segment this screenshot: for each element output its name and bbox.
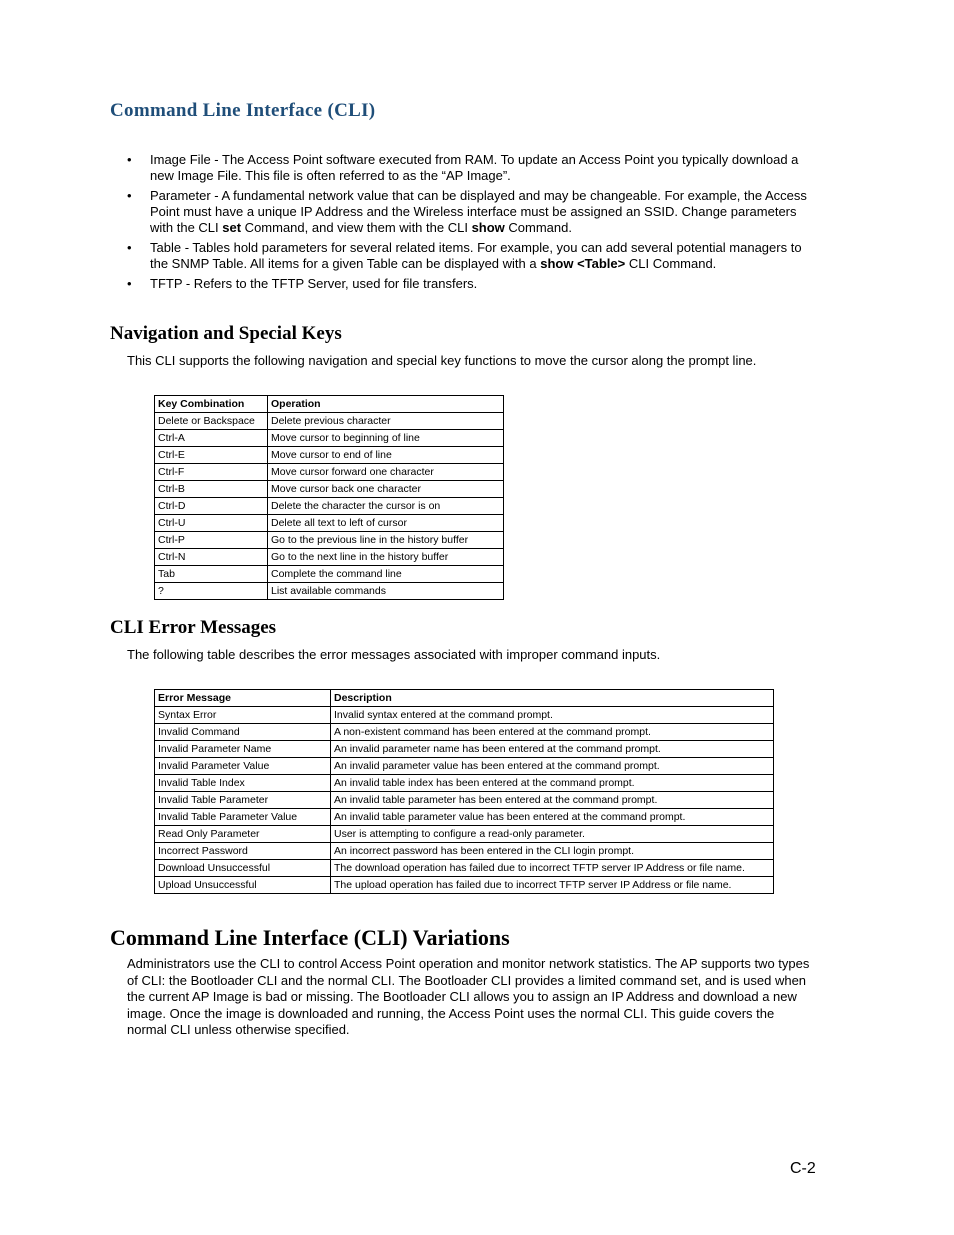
nav-cell-value: Go to the next line in the history buffer [268, 549, 504, 566]
nav-cell-key: Tab [155, 566, 268, 583]
nav-row [155, 430, 504, 447]
errors-cell-key: Read Only Parameter [155, 826, 331, 843]
nav-row [155, 498, 504, 515]
nav-row [155, 447, 504, 464]
errors-row [155, 826, 774, 843]
errors-row [155, 741, 774, 758]
errors-row [155, 775, 774, 792]
errors-cell-value: An invalid parameter name has been entered at the command prompt. [331, 741, 774, 758]
nav-cell-value: Move cursor to beginning of line [268, 430, 504, 447]
errors-row [155, 877, 774, 894]
errors-cell-key: Invalid Parameter Name [155, 741, 331, 758]
errors-row [155, 707, 774, 724]
nav-col-operation: Operation [268, 396, 504, 413]
errors-cell-value: The upload operation has failed due to incorrect TFTP server IP Address or file name. [331, 877, 774, 894]
bullet-item [127, 152, 817, 184]
nav-cell-key: Ctrl-B [155, 481, 268, 498]
bullet-text: Table - Tables hold parameters for several related items. For example, you can add several potential managers to the SNMP Table. All items for a given Table can be displayed with a [150, 240, 802, 271]
nav-cell-value: Delete all text to left of cursor [268, 515, 504, 532]
errors-row [155, 843, 774, 860]
errors-cell-value: Invalid syntax entered at the command prompt. [331, 707, 774, 724]
nav-cell-value: Delete previous character [268, 413, 504, 430]
nav-cell-key: Delete or Backspace [155, 413, 268, 430]
nav-cell-key: Ctrl-U [155, 515, 268, 532]
errors-cell-key: Invalid Table Parameter [155, 792, 331, 809]
errors-row [155, 860, 774, 877]
bullet-item [127, 188, 817, 236]
nav-row [155, 566, 504, 583]
errors-cell-value: A non-existent command has been entered at the command prompt. [331, 724, 774, 741]
bullet-bold-text: set [222, 220, 242, 235]
nav-cell-key: Ctrl-A [155, 430, 268, 447]
bullet-bold-text: show [471, 220, 505, 235]
nav-cell-value: Move cursor forward one character [268, 464, 504, 481]
variations-paragraph: Administrators use the CLI to control Access Point operation and monitor network statistics. The AP supports two types of CLI: the Bootloader CLI and the normal CLI. The Bootloader CLI provides a limited command set, and is used when the current AP Image is bad or missing. The Bootloader CLI allows you to assign an IP Address and download a new image. Once the image is downloaded and running, the Access Point uses the normal CLI. This guide covers the normal CLI unless otherwise specified. [127, 956, 810, 1037]
bullet-item [127, 240, 817, 272]
errors-cell-key: Upload Unsuccessful [155, 877, 331, 894]
errors-heading: CLI Error Messages [110, 617, 277, 638]
nav-cell-key: Ctrl-F [155, 464, 268, 481]
bullet-text: Parameter - A fundamental network value that can be displayed and may be changeable. For example, the Access Point must have a unique IP Address and the Wireless interface must be assigned an SSID. Change parameters with the CLI [150, 188, 807, 235]
bullet-bold-text: show <Table> [540, 256, 626, 271]
errors-cell-value: The download operation has failed due to incorrect TFTP server IP Address or file name. [331, 860, 774, 877]
errors-cell-key: Invalid Table Parameter Value [155, 809, 331, 826]
nav-row [155, 464, 504, 481]
nav-keys-table [154, 395, 504, 600]
bullet-text: Image File - The Access Point software executed from RAM. To update an Access Point you typically download a new Image File. This file is often referred to as the “AP Image”. [150, 152, 799, 183]
errors-cell-value: An invalid parameter value has been entered at the command prompt. [331, 758, 774, 775]
nav-row [155, 481, 504, 498]
errors-cell-key: Incorrect Password [155, 843, 331, 860]
nav-row [155, 515, 504, 532]
nav-col-key: Key Combination [155, 396, 268, 413]
errors-table [154, 689, 774, 894]
errors-col-description: Description [331, 690, 774, 707]
bullet-item [127, 276, 817, 292]
errors-cell-key: Invalid Table Index [155, 775, 331, 792]
bullet-icon: • [127, 188, 132, 203]
nav-cell-value: Go to the previous line in the history buffer [268, 532, 504, 549]
nav-row [155, 583, 504, 600]
errors-cell-key: Syntax Error [155, 707, 331, 724]
bullet-text: Command. [504, 220, 572, 235]
variations-heading: Command Line Interface (CLI) Variations [110, 925, 510, 950]
bullet-icon: • [127, 276, 132, 291]
bullet-text: Command, and view them with the CLI [241, 220, 472, 235]
errors-row [155, 809, 774, 826]
definition-list [127, 152, 817, 296]
bullet-text: CLI Command. [625, 256, 717, 271]
nav-cell-key: Ctrl-N [155, 549, 268, 566]
bullet-text: TFTP - Refers to the TFTP Server, used for file transfers. [150, 276, 478, 291]
nav-row [155, 549, 504, 566]
errors-col-message: Error Message [155, 690, 331, 707]
errors-cell-key: Invalid Parameter Value [155, 758, 331, 775]
errors-row [155, 758, 774, 775]
nav-row [155, 532, 504, 549]
errors-intro: The following table describes the error messages associated with improper command inputs. [127, 647, 661, 662]
nav-cell-key: ? [155, 583, 268, 600]
errors-cell-key: Invalid Command [155, 724, 331, 741]
bullet-icon: • [127, 152, 132, 167]
errors-cell-key: Download Unsuccessful [155, 860, 331, 877]
errors-cell-value: User is attempting to configure a read-only parameter. [331, 826, 774, 843]
errors-row [155, 724, 774, 741]
nav-cell-key: Ctrl-P [155, 532, 268, 549]
nav-keys-intro: This CLI supports the following navigation and special key functions to move the cursor along the prompt line. [127, 353, 757, 368]
nav-row [155, 413, 504, 430]
nav-cell-value: Move cursor back one character [268, 481, 504, 498]
errors-row [155, 792, 774, 809]
errors-cell-value: An invalid table parameter has been entered at the command prompt. [331, 792, 774, 809]
nav-keys-heading: Navigation and Special Keys [110, 323, 342, 344]
nav-cell-value: Delete the character the cursor is on [268, 498, 504, 515]
nav-cell-value: Move cursor to end of line [268, 447, 504, 464]
section-title: Command Line Interface (CLI) [110, 100, 376, 121]
nav-cell-value: List available commands [268, 583, 504, 600]
nav-cell-key: Ctrl-D [155, 498, 268, 515]
bullet-icon: • [127, 240, 132, 255]
page-number: C-2 [790, 1160, 816, 1177]
nav-cell-value: Complete the command line [268, 566, 504, 583]
nav-cell-key: Ctrl-E [155, 447, 268, 464]
errors-cell-value: An invalid table parameter value has been entered at the command prompt. [331, 809, 774, 826]
errors-cell-value: An invalid table index has been entered at the command prompt. [331, 775, 774, 792]
errors-cell-value: An incorrect password has been entered in the CLI login prompt. [331, 843, 774, 860]
